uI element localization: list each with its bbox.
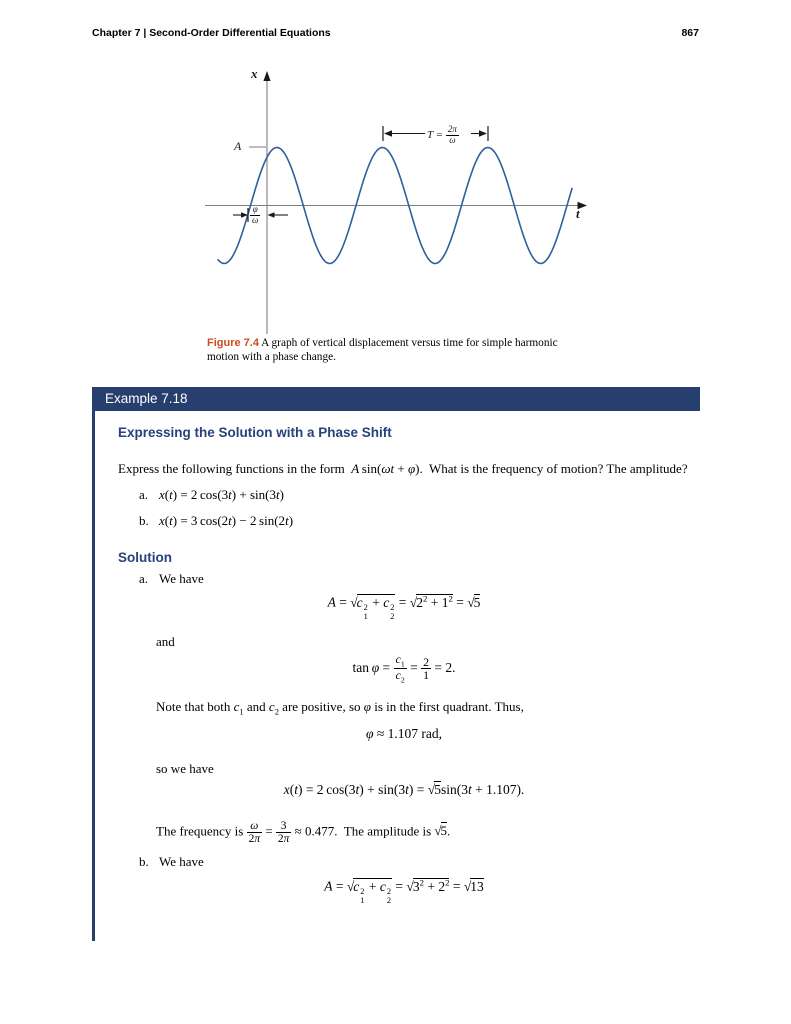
example-intro: Express the following functions in the form A sin(ωt + φ). What is the frequency of motion? The amplitude?	[118, 461, 688, 476]
page-number: 867	[681, 27, 699, 39]
solution-b-lead	[139, 854, 204, 870]
list-item-a	[139, 487, 284, 503]
so-we-have-label: so we have	[156, 761, 214, 776]
period-arrow-right-icon	[479, 130, 487, 137]
equation-amplitude-b: A = √c 2 1 + c 2 2 = $√3^2 + 2^2 = √13$	[324, 877, 484, 906]
item-b-formula: x(t) = 3 cos(2t) − 2 sin(2t)	[159, 513, 294, 528]
solution-b-lead-text: We have	[159, 854, 204, 869]
figure-caption	[207, 336, 589, 364]
equation-phi: φ ≈ 1.107 rad,	[366, 726, 442, 741]
item-b-label: b.	[139, 513, 149, 528]
harmonic-motion-graph	[0, 0, 791, 345]
solution-b-label: b.	[139, 854, 149, 869]
solution-heading: Solution	[118, 550, 172, 565]
solution-a-label: a.	[139, 571, 149, 586]
t-axis-label: t	[576, 206, 580, 221]
list-item-b	[139, 513, 293, 529]
example-header-bar: Example 7.18	[92, 387, 700, 411]
amplitude-label: A	[234, 139, 242, 153]
y-axis-arrow-icon	[263, 71, 270, 81]
equation-amplitude-a: A = √c 2 1 + c 2 2 = $√2^2 + 1^2 = √5$	[327, 593, 481, 622]
phase-arrow-left-icon	[268, 212, 275, 218]
period-label: T = $\frac{2\pi}{\omega}$	[427, 124, 457, 145]
figure-caption-text: A graph of vertical displacement versus time for simple harmonic motion with a phase change.	[207, 337, 558, 363]
equation-tan-phi: tan φ = $\frac{c_1}{c_2}$ = $\frac{2}{1}$ = 2.	[352, 652, 456, 685]
phase-label: $\frac{\varphi}{\omega}$	[252, 204, 259, 225]
equation-result-a: x(t) = 2 cos(3t) + sin(3t) = √5sin(3t + 1.107).	[283, 782, 525, 797]
and-label: and	[156, 634, 175, 649]
y-axis-label: x	[251, 66, 258, 81]
frequency-text: The frequency is $\frac{\omega}{2\pi}$ = $\frac{3}{2\pi}$ ≈ 0.477. The amplitude is √5.	[156, 820, 451, 845]
example-left-border	[92, 411, 95, 941]
note-text: Note that both $c_1$ and $c_2$ are positive, so φ is in the first quadrant. Thus,	[156, 699, 524, 717]
item-a-label: a.	[139, 487, 149, 502]
running-header: Chapter 7 | Second-Order Differential Equations	[92, 27, 331, 39]
solution-a-lead	[139, 571, 204, 587]
item-a-formula: x(t) = 2 cos(3t) + sin(3t)	[159, 487, 284, 502]
period-arrow-left-icon	[384, 130, 392, 137]
figure-caption-label: Figure 7.4	[207, 337, 259, 349]
example-title: Expressing the Solution with a Phase Shift	[118, 425, 392, 440]
solution-a-lead-text: We have	[159, 571, 204, 586]
